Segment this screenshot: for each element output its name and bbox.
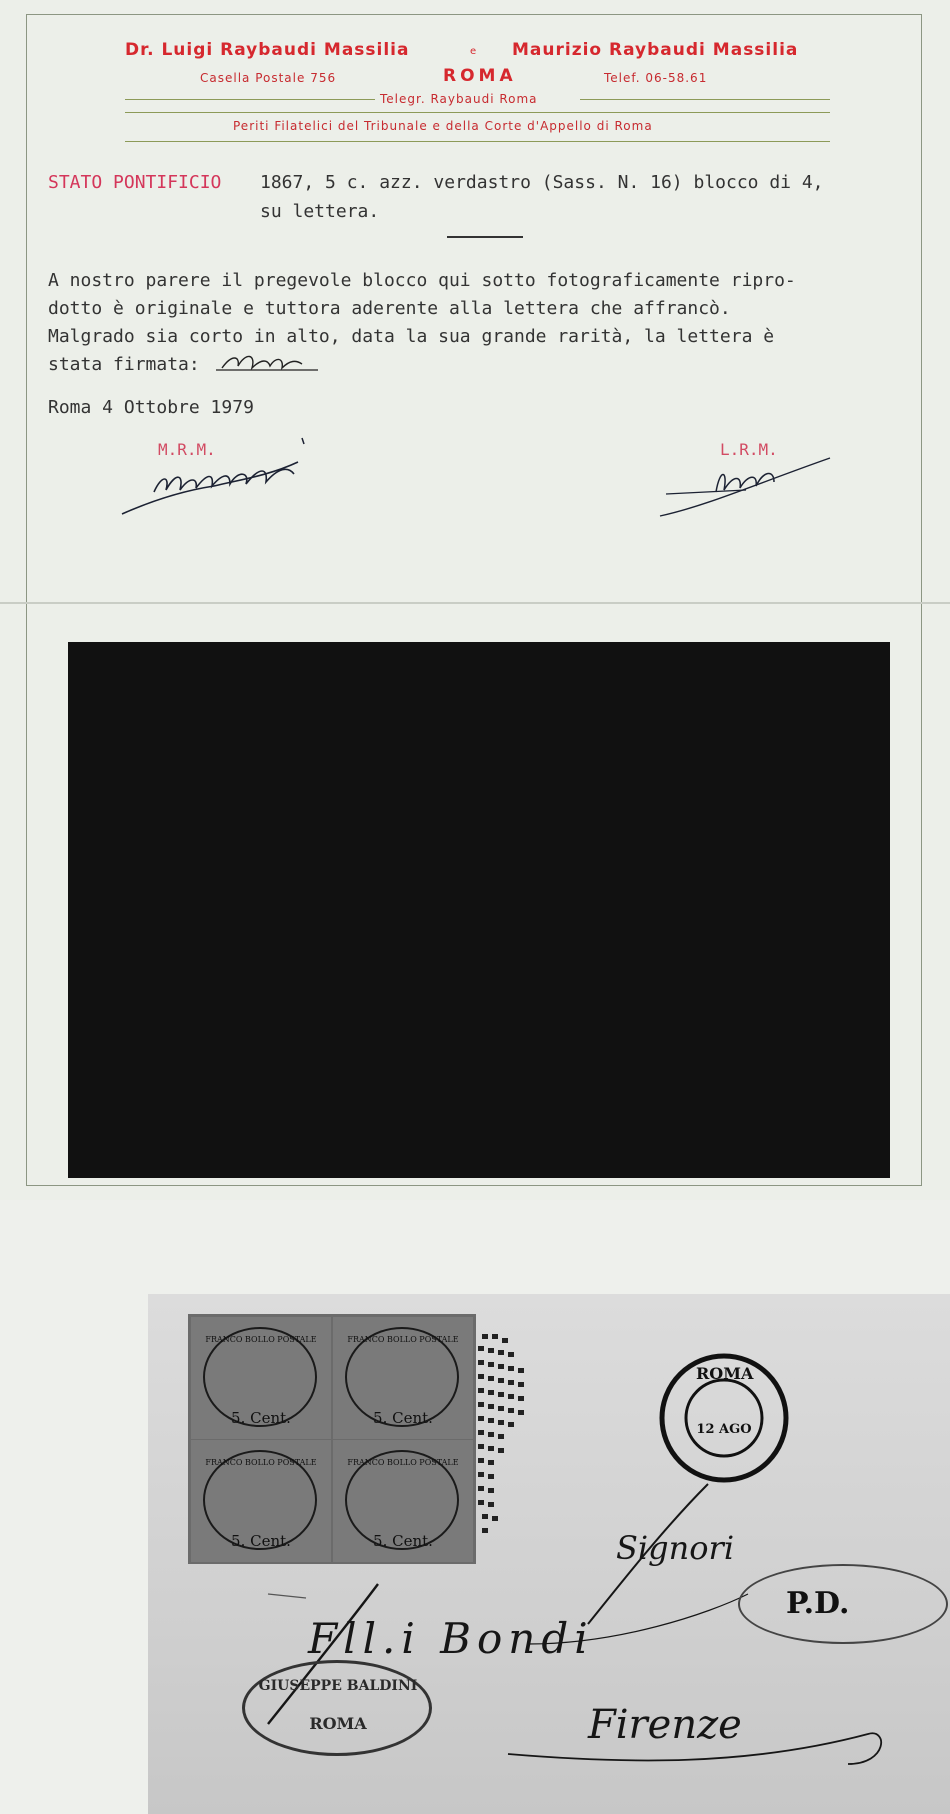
left-initials: M.R.M. <box>158 440 216 459</box>
stamp-value: 5. Cent. <box>373 1532 433 1550</box>
header-po-box: Casella Postale 756 <box>200 71 337 85</box>
header-city: ROMA <box>443 66 517 86</box>
postmark-city: ROMA <box>696 1364 754 1383</box>
inline-signature <box>212 350 322 376</box>
stamp-top-text: FRANCO BOLLO POSTALE <box>347 1335 459 1344</box>
header-left-name: Dr. Luigi Raybaudi Massilia <box>125 40 410 60</box>
address-line-3: Firenze <box>588 1702 742 1748</box>
stamp-value: 5. Cent. <box>231 1409 291 1427</box>
header-phone: Telef. 06-58.61 <box>604 71 708 85</box>
pd-mark: P.D. <box>786 1586 850 1621</box>
postmark-date: 12 AGO <box>696 1422 752 1437</box>
header-rule-full <box>125 112 830 113</box>
header-rule-right <box>580 99 830 100</box>
sender-stamp-name: GIUSEPPE BALDINI <box>258 1678 418 1694</box>
subject-label: STATO PONTIFICIO <box>48 172 222 193</box>
subject-line-1: 1867, 5 c. azz. verdastro (Sass. N. 16) blocco di 4, <box>260 172 824 193</box>
stamp-value: 5. Cent. <box>373 1409 433 1427</box>
header-right-name: Maurizio Raybaudi Massilia <box>512 40 799 60</box>
sender-stamp-city: ROMA <box>309 1714 367 1733</box>
date-line: Roma 4 Ottobre 1979 <box>48 397 254 418</box>
address-line-2: Fll.i Bondi <box>308 1614 594 1663</box>
letter-cover <box>148 1294 950 1814</box>
body-line-3: Malgrado sia corto in alto, data la sua grande rarità, la lettera è <box>48 326 775 347</box>
stamp-top-text: FRANCO BOLLO POSTALE <box>205 1335 317 1344</box>
stamp-value: 5. Cent. <box>231 1532 291 1550</box>
subject-line-2: su lettera. <box>260 201 380 222</box>
fold-line <box>0 602 950 604</box>
sender-stamp <box>242 1660 432 1756</box>
separator <box>447 236 523 238</box>
header-rule-left <box>125 99 375 100</box>
right-initials: L.R.M. <box>720 440 778 459</box>
letter-photograph <box>68 642 890 1748</box>
body-line-1: A nostro parere il pregevole blocco qui sotto fotograficamente ripro- <box>48 270 796 291</box>
body-line-2: dotto è originale e tuttora aderente alla lettera che affrancò. <box>48 298 731 319</box>
address-line-1: Signori <box>616 1529 735 1567</box>
header-tagline: Periti Filatelici del Tribunale e della Corte d'Appello di Roma <box>233 119 653 133</box>
right-signature <box>656 448 836 528</box>
header-telegraph: Telegr. Raybaudi Roma <box>380 92 538 106</box>
body-line-4: stata firmata: <box>48 354 200 375</box>
header-rule-bottom <box>125 141 830 142</box>
stamp-top-text: FRANCO BOLLO POSTALE <box>347 1458 459 1467</box>
left-signature <box>118 432 318 524</box>
stamp-top-text: FRANCO BOLLO POSTALE <box>205 1458 317 1467</box>
header-connector: e <box>470 46 478 57</box>
